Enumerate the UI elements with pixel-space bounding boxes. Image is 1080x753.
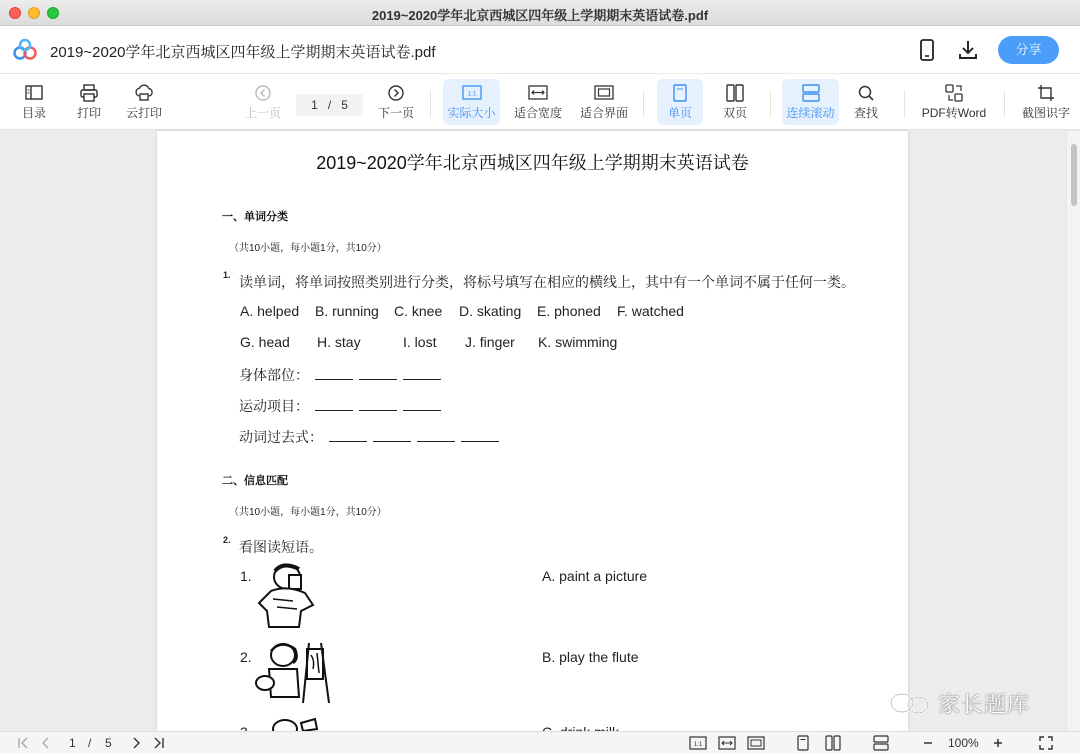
answer-blank <box>461 430 499 442</box>
next-page-icon[interactable] <box>130 735 142 751</box>
fit-page-button[interactable] <box>578 79 630 125</box>
fullscreen-icon[interactable] <box>1038 735 1054 751</box>
prev-page-icon[interactable] <box>40 735 52 751</box>
prev-circle-icon <box>253 84 273 102</box>
continuous-scroll-button[interactable] <box>782 79 839 125</box>
toolbar-divider <box>643 90 644 118</box>
match-option: A. paint a picture <box>542 568 648 584</box>
page-total: 5 <box>341 98 348 112</box>
ocr-label: 截图识字 <box>1021 106 1070 120</box>
answer-blank <box>359 399 397 411</box>
category-line <box>239 427 499 447</box>
double-page-label: 双页 <box>722 106 747 120</box>
category-line <box>239 396 441 416</box>
status-fit-width-icon[interactable] <box>718 735 736 751</box>
toolbar-divider <box>770 90 771 118</box>
answer-blank <box>403 399 441 411</box>
toolbar-divider <box>430 90 431 118</box>
prev-page-label: 上一页 <box>244 106 281 120</box>
first-page-icon[interactable] <box>16 735 30 751</box>
question-prompt: 读单词，将单词按照类别进行分类，将标号填写在相应的横线上，其中有一个单词不属于任何一类。 <box>239 274 855 290</box>
last-page-icon[interactable] <box>152 735 166 751</box>
cloud-print-label: 云打印 <box>125 106 162 120</box>
fit-page-icon <box>593 84 615 102</box>
category-label: 动词过去式： <box>239 429 323 445</box>
actual-size-label: 实际大小 <box>447 106 496 120</box>
next-page-label: 下一页 <box>377 106 414 120</box>
pdf-to-word-label: PDF转Word <box>921 106 987 120</box>
status-page-separator: / <box>88 736 92 750</box>
boy-drinking-illustration <box>253 561 321 631</box>
single-page-icon <box>670 84 690 102</box>
fit-width-label: 适合宽度 <box>513 106 562 120</box>
answer-blank <box>359 368 397 380</box>
find-button[interactable] <box>846 79 886 125</box>
status-bar <box>0 731 1080 753</box>
answer-blank <box>403 368 441 380</box>
answer-blank <box>315 399 353 411</box>
word-option: E. phoned <box>537 303 601 319</box>
actual-size-button[interactable] <box>443 79 500 125</box>
document-viewer[interactable] <box>0 131 1080 731</box>
answer-blank <box>315 368 353 380</box>
toc-button[interactable] <box>14 79 54 125</box>
page-current: 1 <box>311 98 318 112</box>
fit-width-button[interactable] <box>512 79 564 125</box>
continuous-scroll-icon <box>801 84 821 102</box>
word-option: I. lost <box>403 334 437 350</box>
word-option: B. running <box>315 303 379 319</box>
download-icon[interactable] <box>957 39 979 61</box>
zoom-level[interactable]: 100% <box>948 736 979 750</box>
status-single-page-icon[interactable] <box>796 735 810 751</box>
ocr-button[interactable] <box>1018 79 1074 125</box>
word-option: C. knee <box>394 303 443 319</box>
toolbar-divider <box>1004 90 1005 118</box>
item-number: 1. <box>240 568 252 584</box>
zoom-out-icon[interactable] <box>922 735 934 751</box>
fit-page-label: 适合界面 <box>579 106 628 120</box>
document-title: 2019~2020学年北京西城区四年级上学期期末英语试卷.pdf <box>50 44 436 61</box>
answer-blank <box>417 430 455 442</box>
category-line <box>239 365 441 385</box>
status-continuous-scroll-icon[interactable] <box>873 735 889 751</box>
match-option: B. play the flute <box>542 649 639 665</box>
status-actual-size-icon[interactable] <box>689 735 707 751</box>
section-heading: 一、单词分类 <box>222 211 288 223</box>
question-prompt: 看图读短语。 <box>239 539 323 555</box>
section-note: （共10小题，每小题1分，共10分） <box>229 243 387 254</box>
toc-icon <box>24 84 44 102</box>
prev-page-button[interactable] <box>243 79 283 125</box>
app-header <box>0 26 1080 74</box>
window-titlebar <box>0 0 1080 26</box>
window-title: 2019~2020学年北京西城区四年级上学期期末英语试卷.pdf <box>371 8 709 23</box>
toc-label: 目录 <box>21 106 46 120</box>
pdf-to-word-icon <box>944 84 964 102</box>
phone-icon[interactable] <box>918 39 936 61</box>
find-label: 查找 <box>853 106 878 120</box>
watermark-text: 家长题库 <box>938 692 1031 717</box>
question-number: 2. <box>223 535 231 545</box>
next-circle-icon <box>386 84 406 102</box>
status-fit-page-icon[interactable] <box>747 735 765 751</box>
continuous-scroll-label: 连续滚动 <box>786 106 835 120</box>
category-label: 运动项目： <box>239 398 309 414</box>
single-page-label: 单页 <box>667 106 692 120</box>
share-button[interactable]: 分享 <box>998 36 1059 64</box>
section-heading: 二、信息匹配 <box>222 475 288 487</box>
pdf-to-word-button[interactable] <box>918 79 990 125</box>
toolbar-divider <box>904 90 905 118</box>
print-button[interactable] <box>69 79 109 125</box>
single-page-button[interactable] <box>657 79 703 125</box>
status-double-page-icon[interactable] <box>825 735 841 751</box>
fit-width-icon <box>527 84 549 102</box>
word-option: D. skating <box>459 303 522 319</box>
status-actual-size-icon-text: 1:1 <box>693 742 703 748</box>
search-icon <box>856 84 876 102</box>
cloud-print-icon <box>134 84 154 102</box>
crop-icon <box>1036 84 1056 102</box>
answer-blank <box>329 430 367 442</box>
page-number-input[interactable] <box>296 94 363 116</box>
cloud-print-button[interactable] <box>122 79 166 125</box>
actual-size-icon-text: 1:1 <box>466 90 477 98</box>
double-page-icon <box>725 84 745 102</box>
double-page-button[interactable] <box>713 79 757 125</box>
word-option: A. helped <box>240 303 300 319</box>
pdf-page <box>157 131 908 731</box>
printer-icon <box>79 84 99 102</box>
watermark-logo-icon <box>888 690 932 716</box>
exam-title: 2019~2020学年北京西城区四年级上学期期末英语试卷 <box>316 153 749 173</box>
word-option: G. head <box>240 334 290 350</box>
item-number: 2. <box>240 649 252 665</box>
status-page-total: 5 <box>105 736 112 750</box>
vertical-scrollbar[interactable] <box>1066 131 1080 731</box>
word-option: H. stay <box>317 334 361 350</box>
word-option: K. swimming <box>538 334 618 350</box>
app-logo-icon <box>13 39 37 61</box>
section-note: （共10小题，每小题1分，共10分） <box>229 507 387 518</box>
actual-size-icon <box>461 84 483 102</box>
question-number: 1. <box>223 270 231 280</box>
zoom-in-icon[interactable] <box>992 735 1004 751</box>
scrollbar-thumb[interactable] <box>1071 144 1077 206</box>
page-separator: / <box>327 98 332 112</box>
word-option: J. finger <box>465 334 515 350</box>
answer-blank <box>373 430 411 442</box>
category-label: 身体部位： <box>239 367 309 383</box>
status-page-current[interactable]: 1 <box>69 736 76 750</box>
print-label: 打印 <box>76 106 101 120</box>
next-page-button[interactable] <box>375 79 417 125</box>
word-option: F. watched <box>617 303 684 319</box>
toolbar <box>0 74 1080 130</box>
girl-painting-illustration <box>253 639 333 705</box>
